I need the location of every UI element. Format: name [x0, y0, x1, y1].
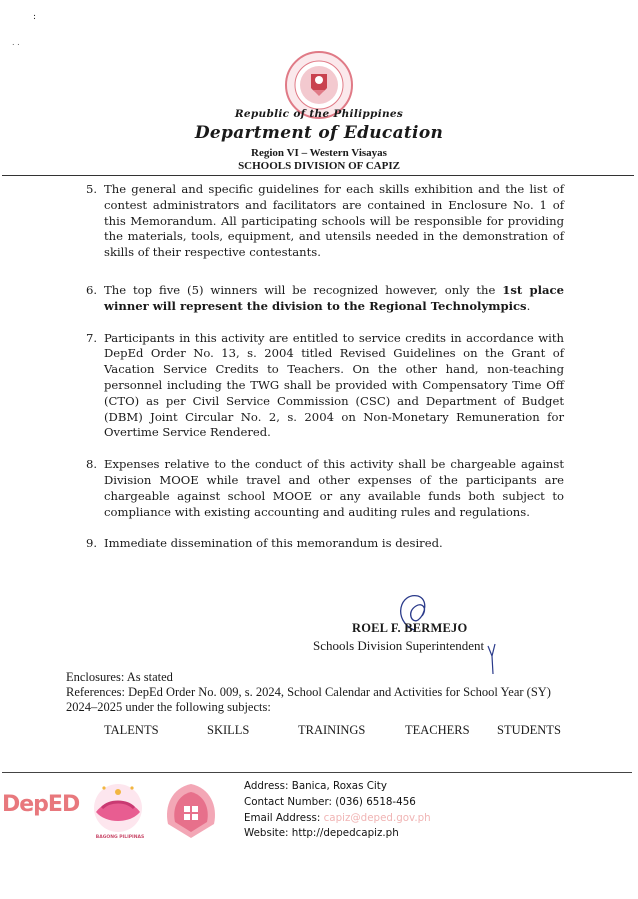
list-item — [86, 283, 564, 315]
deped-logo: DepED — [2, 792, 80, 817]
item-number: 6. — [86, 282, 98, 297]
subject-trainings: TRAININGS — [298, 723, 366, 737]
footer-email — [244, 811, 431, 827]
item-number: 5. — [86, 182, 98, 196]
footer-website[interactable]: Website: http://depedcapiz.ph — [244, 827, 399, 840]
references-text: References: DepEd Order No. 009, s. 2024, School Calendar and Activities for School Year (SY) 2024–2025 under the following subjects: — [66, 685, 551, 714]
subject-skills: SKILLS — [207, 723, 250, 737]
scan-mark: . . — [12, 38, 20, 47]
header-region: Region VI – Western Visayas — [251, 147, 387, 159]
bagong-pilipinas-text: BAGONG PILIPINAS — [95, 835, 145, 840]
scan-mark: : — [33, 12, 37, 22]
enclosures-block — [66, 670, 566, 715]
item-text: The general and specific guidelines for each skills exhibition and the list of contest administrators and facilitators are contained in Enclosure No. 1 of this Memorandum. All participating schools will be responsible for providing the materials, tools, equipment, and utensils needed in the demonstration of skills of their respective contestants. — [104, 182, 564, 260]
item-number: 8. — [86, 457, 98, 472]
bagong-pilipinas-logo-icon — [86, 778, 150, 842]
header-division: SCHOOLS DIVISION OF CAPIZ — [238, 160, 400, 172]
item-text-end: . — [526, 298, 531, 313]
subject-teachers: TEACHERS — [405, 723, 470, 737]
item-bold-text: 1st place winner will represent the division to the Regional Technolympics — [104, 282, 564, 313]
list-item — [86, 536, 564, 552]
item-text: Expenses relative to the conduct of this activity shall be chargeable against Division MOOE while travel and other expenses of the participants are chargeable against school MOOE or any available funds both subject to compliance with existing accounting and auditing rules and regulations. — [104, 457, 564, 519]
item-text: Participants in this activity are entitled to service credits in accordance with DepEd Order No. 13, s. 2004 titled Revised Guidelines on the Grant of Vacation Service Credits to Teachers. On the other hand, non-teaching personnel including the TWG shall be provided with Compensatory Time Off (CTO) as per Civil Service Commission (CSC) and Department of Budget (DBM) Joint Circular No. 2, s. 2004 on Non-Monetary Remuneration for Overtime Service Rendered. — [104, 330, 564, 440]
subjects-row — [0, 723, 638, 739]
footer-contact — [244, 779, 431, 842]
list-item — [86, 182, 564, 261]
email-label: Email Address: — [244, 811, 324, 824]
header-divider — [2, 175, 634, 176]
list-item — [86, 457, 564, 520]
footer-divider — [2, 772, 632, 773]
signatory-title: Schools Division Superintendent — [313, 638, 485, 653]
item-text: The top five (5) winners will be recognized however, only the — [104, 282, 503, 297]
item-number: 9. — [86, 536, 98, 551]
footer-address: Address: Banica, Roxas City — [244, 780, 387, 792]
signatory-name: ROEL F. BERMEJO — [352, 621, 468, 635]
item-text: Immediate dissemination of this memorandum is desired. — [104, 536, 443, 551]
subject-talents: TALENTS — [104, 723, 159, 737]
header-department: Department of Education — [194, 123, 444, 143]
memo-items — [86, 182, 564, 568]
item-number: 7. — [86, 330, 98, 345]
list-item — [86, 331, 564, 442]
enclosures-text: Enclosures: As stated — [66, 670, 173, 684]
subject-students: STUDENTS — [497, 723, 561, 737]
email-link[interactable]: capiz@deped.gov.ph — [323, 811, 431, 824]
footer-contact-number: Contact Number: (036) 6518-456 — [244, 795, 416, 808]
header-republic: Republic of the Philippines — [234, 108, 404, 120]
capiz-division-logo-icon — [160, 780, 222, 842]
